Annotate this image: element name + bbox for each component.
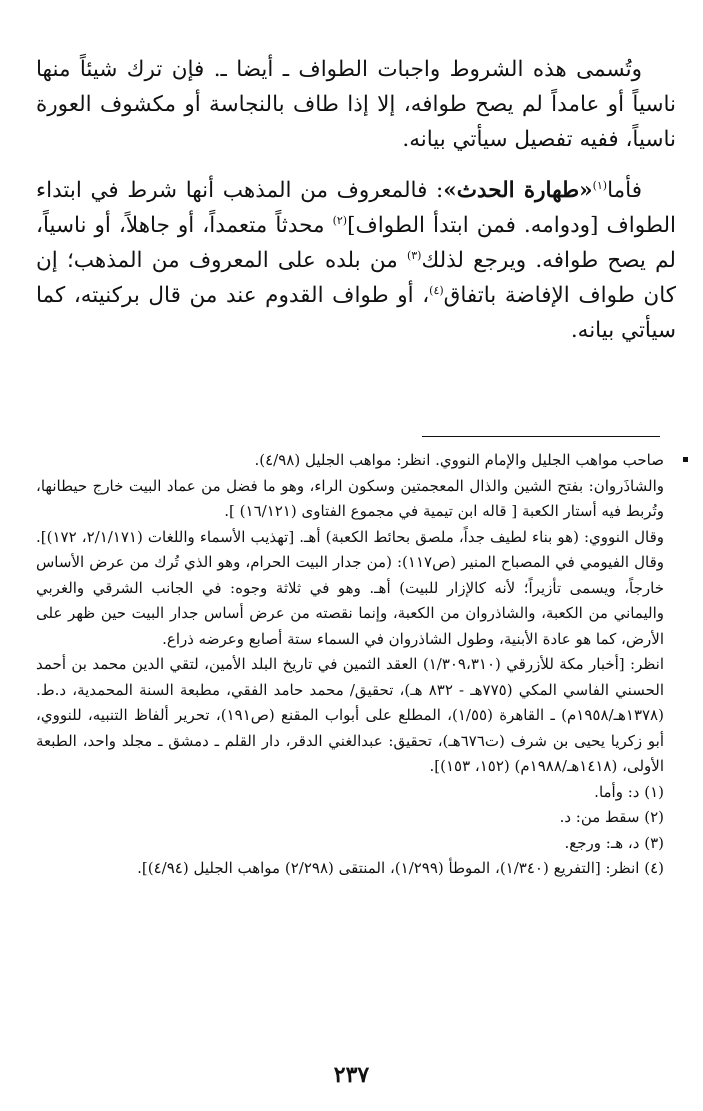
footnote-ref-2: (٢) (332, 213, 348, 227)
continued-footnote-line: صاحب مواهب الجليل والإمام النووي. انظر: مواهب الجليل (٤/٩٨). (254, 451, 664, 469)
footnote-3: (٣) د، هـ: ورجع. (564, 833, 664, 852)
footnote-separator (422, 436, 660, 437)
continuation-marker-icon (683, 457, 688, 462)
main-text (36, 52, 676, 348)
paragraph-1: وتُسمى هذه الشروط واجبات الطواف ـ أيضا ـ. فإن ترك شيئاً منها ناسياً أو عامداً لم يصح طوافه، إلا إذا طاف بالنجاسة أو مكشوف العورة ناسياً، ففيه تفصيل سيأتي بيانه. (36, 57, 676, 152)
continued-footnote-paragraph: انظر: [أخبار مكة للأزرقي (١/٣٠٩،٣١٠) العقد الثمين في تاريخ البلد الأمين، لتقي الدين محمد بن أحمد الحسني الفاسي المكي (٧٧٥هـ - ٨٣٢ هـ)، تحقيق/ محمد حامد الفقي، مطبعة السنة المحمدية، د.ط. (١٣٧٨هـ/١٩٥٨م) ـ القاهرة (١/٥٥)، المطلع على أبواب المقنع (ص١٩١)، تحرير ألفاظ التنبيه، للنووي، أبو زكريا يحيى بن شرف (ت٦٧٦هـ)، تحقيق: عبدالغني الدقر، دار القلم ـ دمشق ـ مجلد واحد، الطبعة الأولى، (١٤١٨هـ/١٩٨٨م) (١٥٢، ١٥٣)]. (36, 655, 665, 775)
footnote-ref-4: (٤) (429, 283, 444, 297)
footnote-2: (٢) سقط من: د. (559, 808, 664, 826)
continued-footnote-paragraph: والشاذَروان: بفتح الشين والذال المعجمتين وسكون الراء، وهو ما فضل من عماد البيت خارج حيطانها، وتُربط فيه أستار الكعبة [ قاله ابن تيمية في مجموع الفتاوى (١٦/١٢١) ]. (36, 476, 664, 520)
paragraph-2 (36, 173, 676, 348)
footnotes (36, 448, 664, 882)
footnote-4: (٤) انظر: [التفريع (١/٣٤٠)، الموطأ (١/٢٩٩)، المنتقى (٢/٢٩٨) مواهب الجليل (٤/٩٤)]. (137, 859, 664, 877)
paragraph-2-part-f: ، أو طواف القدوم عند من قال بركنيته، كما سيأتي بيانه. (36, 283, 676, 343)
page-number: ٢٣٧ (333, 1062, 370, 1088)
paragraph-2-start: فأما (607, 178, 642, 203)
footnote-ref-3: (٣) (406, 248, 422, 262)
paragraph-2-part-d: محدثاً متعمداً، أو جاهلاً، أو ناسياً، لم يصح طوافه. ويرجع لذلك (36, 213, 676, 273)
continued-footnote-paragraph: وقال النووي: (هو بناء لطيف جداً، ملصق بحائط الكعبة) أهـ. [تهذيب الأسماء واللغات (٢/١/١٧١، ١٧٢)]. وقال الفيومي في المصباح المنير (ص١١٧): (من جدار البيت الحرام، وهو الذي تُرك من عرض الأساس خارجاً، ويسمى تأزيراً؛ لأنه كالإزار للبيت) أهـ. وهو في ثلاثة وجوه: في الجانب الشرقي والغربي واليماني من الكعبة، والشاذروان من الكعبة، وإنما نقصته من عرض أساس جدار البيت حين ظهر على الأرض، كما هو عادة الأبنية، وطول الشاذروان في السماء ستة أصابع وعرضه ذراع. (36, 527, 665, 648)
term-hadath-purity: «طهارة الحدث» (443, 178, 593, 203)
footnote-1: (١) د: وأما. (594, 782, 664, 801)
paragraph-2-part-c: : فالمعروف من المذهب أنها شرط في ابتداء الطواف [ودوامه. فمن ابتدأ الطواف] (36, 178, 677, 238)
paragraph-2-part-e: من بلده على المعروف من المذهب؛ إن كان طواف الإفاضة باتفاق (36, 248, 676, 308)
continued-footnote (36, 448, 664, 780)
footnote-ref-1: (١) (592, 178, 608, 192)
footnote-list (36, 780, 664, 882)
